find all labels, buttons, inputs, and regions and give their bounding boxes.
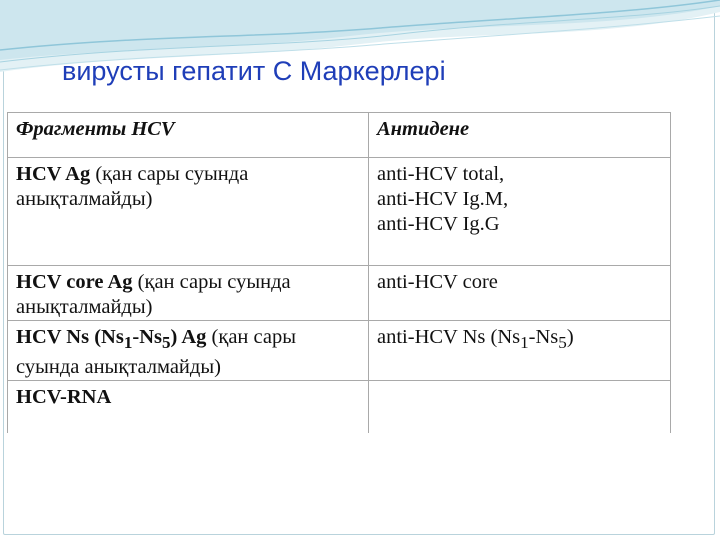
antibody-item-part: anti-HCV Ns (Ns [377, 326, 521, 348]
antibody-item: anti-HCV total, [377, 163, 505, 185]
antibody-item: anti-HCV core [377, 271, 498, 293]
fragment-name-part: HCV Ns (Ns [16, 326, 124, 348]
antibody-cell-empty [369, 381, 671, 434]
fragment-name: HCV Ag [16, 163, 91, 185]
fragment-cell [8, 158, 369, 266]
fragment-note-line2: суында анықталмайды) [16, 356, 221, 379]
subscript: 1 [123, 333, 133, 353]
fragment-note: (қан сары суында [90, 163, 249, 185]
fragment-cell [8, 266, 369, 321]
table-row [8, 266, 671, 321]
antibody-item: anti-HCV Ig.G [377, 213, 500, 235]
fragment-note-line2: анықталмайды) [16, 296, 153, 318]
table-header-row [8, 113, 671, 158]
antibody-cell [369, 321, 671, 381]
antibody-cell [369, 266, 671, 321]
fragment-name: HCV core Ag [16, 271, 133, 293]
antibody-item-part: -Ns [528, 326, 559, 348]
slide-title: вирусты гепатит С Маркерлері [62, 56, 446, 86]
antibody-item-part: ) [566, 326, 574, 348]
fragment-name: HCV-RNA [16, 386, 112, 409]
antibody-item: anti-HCV Ig.M, [377, 188, 509, 210]
markers-table [7, 112, 671, 433]
fragment-note: (қан сары суында [132, 271, 291, 293]
header-fragments: Фрагменты НСV [8, 113, 369, 158]
table-row [8, 158, 671, 266]
fragment-cell [8, 381, 369, 434]
fragment-cell [8, 321, 369, 381]
table-row [8, 321, 671, 381]
fragment-name [16, 326, 207, 353]
fragment-name-part: -Ns [132, 326, 162, 348]
header-antibody: Антидене [369, 113, 671, 158]
fragment-note: (қан сары [206, 326, 296, 348]
antibody-cell [369, 158, 671, 266]
fragment-name-part: ) Ag [170, 326, 207, 348]
table-row [8, 381, 671, 434]
subscript: 5 [161, 333, 171, 353]
fragment-note-line2: анықталмайды) [16, 188, 153, 210]
subscript: 5 [558, 333, 567, 353]
subscript: 1 [520, 333, 529, 353]
